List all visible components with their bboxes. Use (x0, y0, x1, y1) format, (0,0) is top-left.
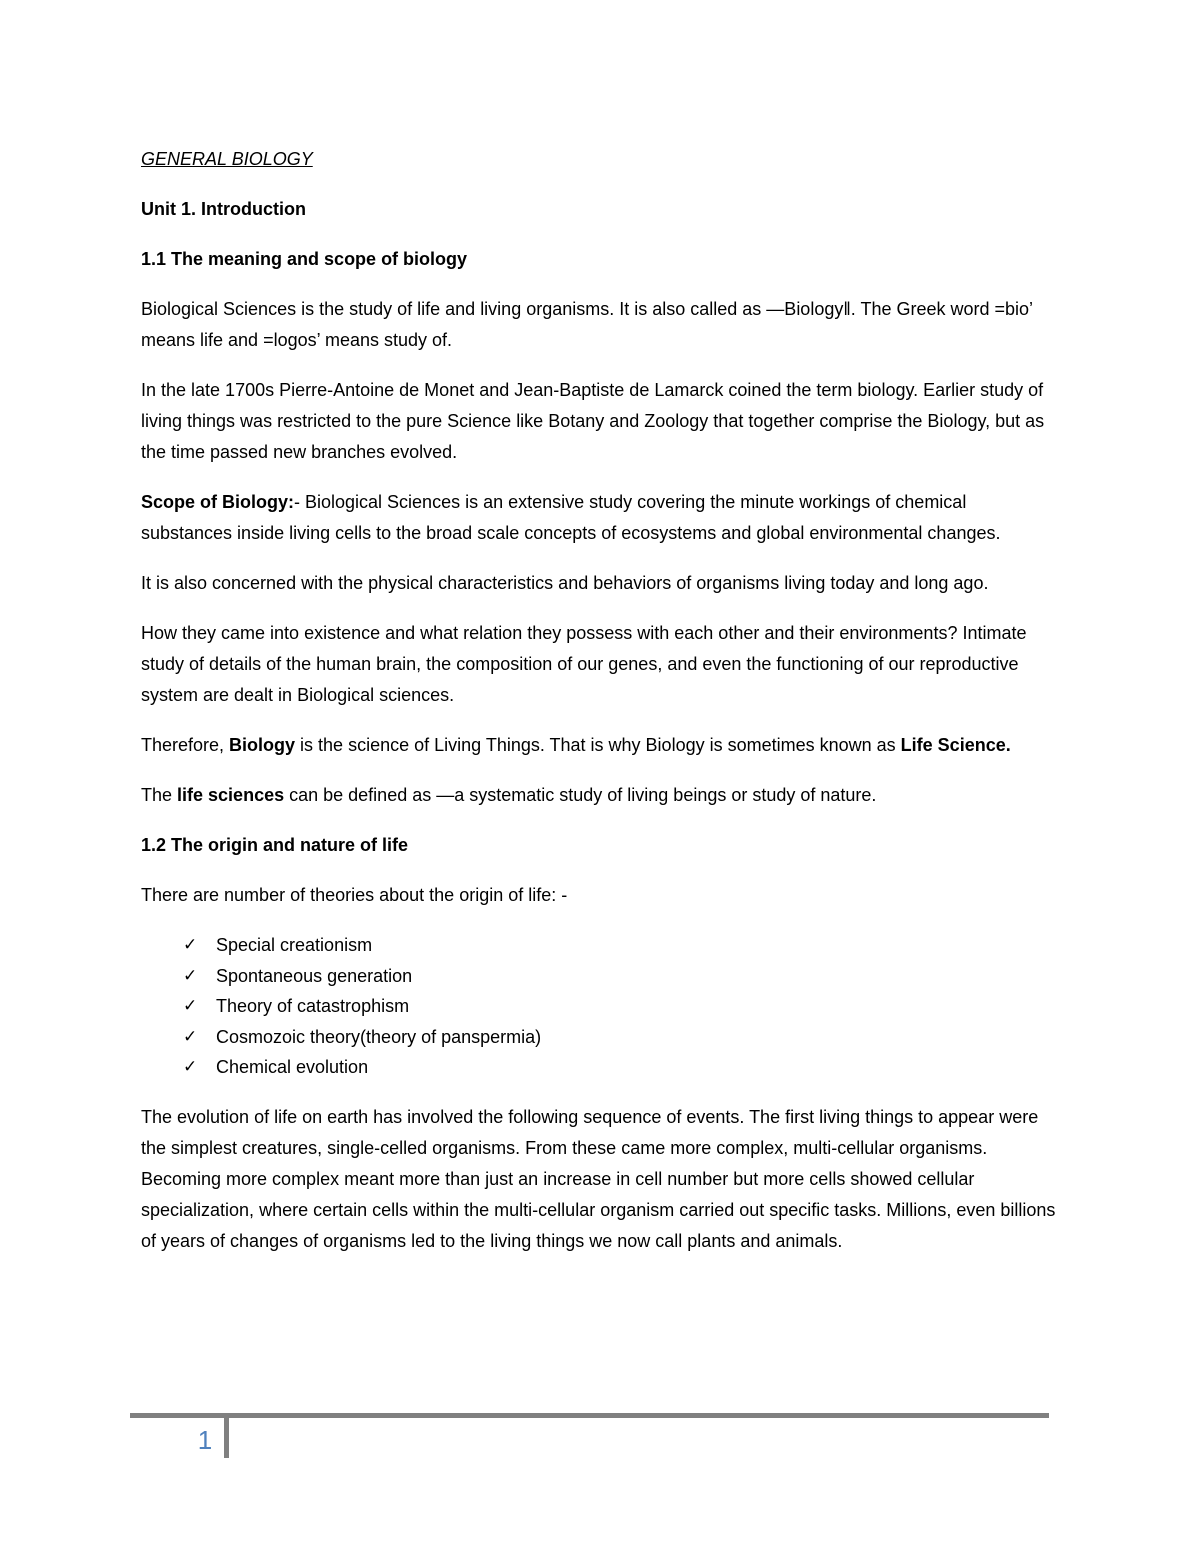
paragraph-definition: Biological Sciences is the study of life and living organisms. It is also called as ―Biology‖. The Greek word =bio’ means life and =logos’ means study of. (141, 299, 1033, 350)
document-title: GENERAL BIOLOGY (141, 149, 313, 169)
text-run: can be defined as ―a systematic study of living beings or study of nature. (284, 785, 877, 805)
page-number: 1 (197, 1425, 213, 1455)
paragraph-life-sciences-definition (141, 780, 1061, 811)
check-icon: ✓ (183, 1026, 198, 1047)
list-item (141, 1022, 1061, 1053)
list-item-text: Cosmozoic theory(theory of panspermia) (216, 1026, 542, 1047)
check-icon: ✓ (183, 1057, 198, 1077)
check-icon: ✓ (183, 935, 198, 955)
bold-term-life-sciences: life sciences (177, 785, 285, 805)
text-run: The (141, 785, 178, 805)
list-item-text: Chemical evolution (216, 1057, 369, 1077)
theories-list (141, 930, 1061, 1083)
list-item (141, 991, 1061, 1022)
scope-text: - Biological Sciences is an extensive study covering the minute workings of chemical substances inside living cells to the broad scale concepts of ecosystems and global environmental changes. (141, 492, 1001, 543)
text-run: Therefore, (141, 735, 230, 755)
document-body (141, 144, 1061, 1276)
list-item (141, 930, 1061, 961)
list-item (141, 1052, 1061, 1083)
check-icon: ✓ (183, 996, 198, 1016)
paragraph-physical-characteristics: It is also concerned with the physical characteristics and behaviors of organisms living today and long ago. (141, 573, 989, 593)
paragraph-history: In the late 1700s Pierre-Antoine de Monet and Jean-Baptiste de Lamarck coined the term biology. Earlier study of living things was restricted to the pure Science like Botany and Zoology that together comprise the Biology, but as the time passed new branches evolved. (141, 380, 1045, 462)
paragraph-life-science (141, 730, 1061, 761)
paragraph-existence: How they came into existence and what relation they possess with each other and their environments? Intimate study of details of the human brain, the composition of our genes, and even the functioning of our reproductive system are dealt in Biological sciences. (141, 623, 1027, 705)
list-item-text: Theory of catastrophism (216, 996, 410, 1016)
list-item-text: Spontaneous generation (216, 965, 413, 986)
footer-divider (224, 1413, 229, 1458)
unit-heading: Unit 1. Introduction (141, 199, 306, 219)
list-item-text: Special creationism (216, 935, 373, 955)
text-run: is the science of Living Things. That is why Biology is sometimes known as (295, 735, 901, 755)
section-heading-1-1: 1.1 The meaning and scope of biology (141, 249, 468, 269)
scope-label: Scope of Biology: (141, 492, 294, 512)
paragraph-evolution: The evolution of life on earth has involved the following sequence of events. The first living things to appear were the simplest creatures, single-celled organisms. From these came more complex, multi-cellular organisms. Becoming more complex meant more than just an increase in cell number but more cells showed cellular specialization, where certain cells within the multi-cellular organism carried out specific tasks. Millions, even billions of years of changes of organisms led to the living things we now call plants and animals. (141, 1106, 1056, 1251)
paragraph-scope (141, 487, 1061, 549)
list-item (141, 961, 1061, 992)
bold-term-biology: Biology (229, 735, 296, 755)
paragraph-theories-intro: There are number of theories about the origin of life: - (141, 885, 568, 905)
footer-rule (130, 1413, 1049, 1418)
section-heading-1-2: 1.2 The origin and nature of life (141, 835, 409, 855)
check-icon: ✓ (183, 965, 198, 986)
bold-term-life-science: Life Science. (900, 735, 1011, 755)
